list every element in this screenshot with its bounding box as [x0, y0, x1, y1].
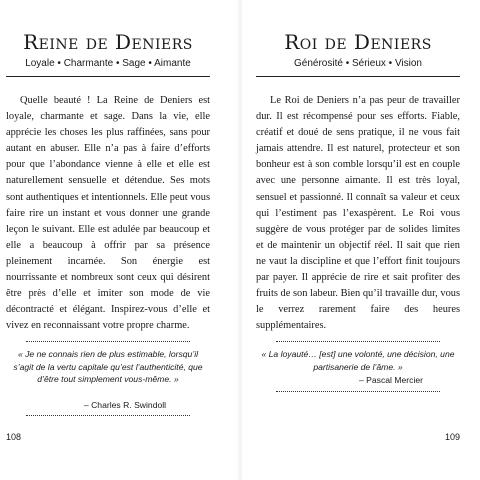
card-keywords: Loyale • Charmante • Sage • Aimante — [25, 58, 191, 69]
quote-divider-bottom — [276, 391, 440, 392]
card-keywords: Générosité • Sérieux • Vision — [294, 58, 422, 69]
page-number: 109 — [444, 432, 460, 442]
quote-text: « Je ne connais rien de plus estimable, lorsqu’il s’agit de la vertu capitale qu’est l’authenticité, que d’être tout simplement vous-même. » — [13, 349, 203, 384]
quote-author: – Pascal Mercier — [359, 375, 423, 385]
card-description — [256, 93, 460, 334]
left-page — [4, 0, 212, 480]
quote-divider-bottom — [26, 415, 190, 416]
card-title: Reine de Deniers — [23, 30, 193, 54]
quote-divider-top — [276, 341, 440, 342]
right-page — [254, 0, 462, 480]
book-gutter — [237, 0, 243, 480]
title-divider — [6, 76, 210, 77]
quote-text: « La loyauté… [est] une volonté, une décision, une partisanerie de l’âme. » — [261, 349, 455, 372]
card-title: Roi de Deniers — [284, 30, 432, 54]
title-divider — [256, 76, 460, 77]
quote-divider-top — [26, 341, 190, 342]
card-description-text: Le Roi de Deniers n’a pas peur de travailler dur. Il est récompensé pour ses efforts. Fiable, créatif et doué de sens pratique, il ne vous fait jamais attendre. Il est naturel, protecteur et son bonheur est à son comble lorsqu’il est en couple avec une personne aimante. Il est très loyal, sensuel et passionné. Il connaît sa valeur et ceux qui l’estiment pas l’exaspèrent. Le Roi vous suggère de vous protéger par de solides limites et de maintenir un objectif réel. Il sait que rien ne vaut la discipline et que l’effort finit toujours par payer. Il apprécie de rire et sait profiter des fruits de son labeur. Bien qu’il travaille dur, vous le verrez rarement faire des heures supplémentaires. — [256, 95, 460, 332]
card-description — [6, 93, 210, 334]
quote-author: – Charles R. Swindoll — [83, 400, 167, 410]
card-description-text: Quelle beauté ! La Reine de Deniers est loyale, charmante et sage. Dans la vie, elle apprécie les choses les plus raffinées, sans pour autant en abuser. Elle n’a pas à faire d’efforts pour que l’abondance vienne à elle et elle est naturellement sensuelle et détendue. Ses mots sont authentiques et intentionnels. Elle peut vous faire rire un instant et vous donner une grande leçon le suivant. Elle est adulée par beaucoup et elle a beaucoup à offrir par sa présence pleinement incarnée. Son énergie est nourrissante et nombreux sont ceux qui désirent être près d’elle et imiter son mode de vie décontracté et élégant. Inspirez-vous d’elle et vivez en reconnaissant votre propre charme. — [6, 95, 210, 332]
page-number: 108 — [6, 432, 22, 442]
